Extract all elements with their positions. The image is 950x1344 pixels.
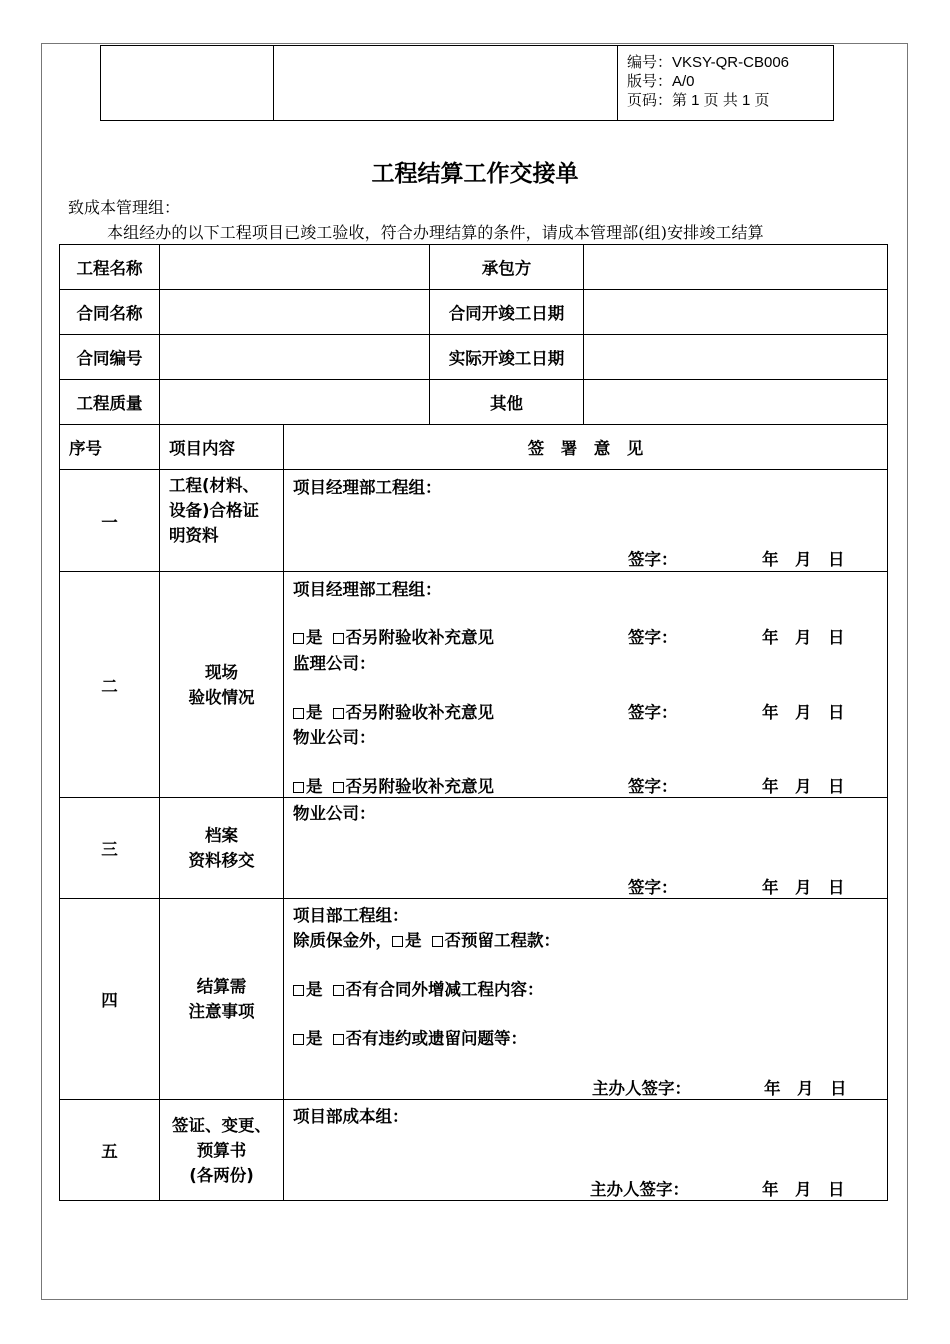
page-title: 工程结算工作交接单 bbox=[371, 160, 579, 187]
row-content bbox=[160, 1100, 284, 1201]
row-content-line: 注意事项 bbox=[188, 1002, 255, 1021]
table-row bbox=[60, 470, 888, 572]
checkbox[interactable] bbox=[293, 782, 304, 793]
checkbox[interactable] bbox=[333, 985, 344, 996]
row-seq: 四 bbox=[60, 899, 160, 1100]
sign-label: 签字： bbox=[628, 628, 678, 647]
doc-number: 编号：VKSY-QR-CB006 bbox=[627, 54, 789, 71]
quality-field[interactable] bbox=[160, 380, 430, 425]
doc-page: 页码：第 1 页 共 1 页 bbox=[627, 92, 770, 109]
party-label: 监理公司： bbox=[293, 654, 376, 673]
table-row bbox=[60, 798, 888, 899]
contract-no-field[interactable] bbox=[160, 335, 430, 380]
sign-label: 签字： bbox=[628, 550, 678, 569]
checkbox[interactable] bbox=[392, 936, 403, 947]
doc-version: 版号：A/0 bbox=[627, 73, 695, 90]
doc-meta bbox=[618, 46, 834, 121]
project-name-label: 工程名称 bbox=[60, 245, 160, 290]
sign-label: 签字： bbox=[628, 878, 678, 897]
checkbox[interactable] bbox=[333, 633, 344, 644]
col-seq-header: 序号 bbox=[60, 425, 160, 470]
party-label: 项目部成本组： bbox=[293, 1107, 409, 1126]
row-opinion[interactable] bbox=[284, 798, 888, 899]
table-row bbox=[60, 572, 888, 798]
actual-dates-label: 实际开竣工日期 bbox=[430, 335, 584, 380]
contract-no-label: 合同编号 bbox=[60, 335, 160, 380]
date-label: 年 月 日 bbox=[764, 1079, 847, 1098]
row-content-line: 资料移交 bbox=[188, 851, 255, 870]
date-label: 年 月 日 bbox=[762, 550, 845, 569]
yes-no-option[interactable]: 是 否另附验收补充意见 bbox=[293, 773, 494, 797]
header-blank-cell bbox=[274, 46, 618, 121]
other-label: 其他 bbox=[430, 380, 584, 425]
table-row bbox=[60, 1100, 888, 1201]
yes-no-option[interactable]: 是 否有合同外增减工程内容： bbox=[293, 976, 544, 1000]
yes-no-option[interactable]: 是 否另附验收补充意见 bbox=[293, 699, 494, 723]
party-label: 物业公司： bbox=[293, 804, 376, 823]
col-content-header: 项目内容 bbox=[160, 425, 284, 470]
recipient: 致成本管理组： bbox=[68, 198, 181, 217]
row-content-line: 现场 bbox=[205, 662, 238, 682]
yes-no-option[interactable]: 是 否另附验收补充意见 bbox=[293, 624, 494, 648]
checkbox[interactable] bbox=[333, 1034, 344, 1045]
row-opinion[interactable] bbox=[284, 572, 888, 798]
row-content bbox=[160, 899, 284, 1100]
document-header bbox=[100, 45, 834, 121]
checkbox[interactable] bbox=[293, 985, 304, 996]
quality-label: 工程质量 bbox=[60, 380, 160, 425]
checkbox[interactable] bbox=[333, 708, 344, 719]
table-row bbox=[60, 899, 888, 1100]
date-label: 年 月 日 bbox=[762, 1180, 845, 1199]
actual-dates-field[interactable] bbox=[584, 335, 888, 380]
organizer-sign-label: 主办人签字： bbox=[590, 1180, 689, 1199]
row-opinion[interactable] bbox=[284, 1100, 888, 1201]
row-content bbox=[160, 798, 284, 899]
date-label: 年 月 日 bbox=[762, 628, 845, 647]
row-opinion[interactable] bbox=[284, 899, 888, 1100]
row-content-line: 工程(材料、 bbox=[169, 476, 260, 495]
logo-cell bbox=[101, 46, 274, 121]
party-label: 项目经理部工程组： bbox=[293, 478, 442, 497]
row-seq: 一 bbox=[60, 470, 160, 572]
row-seq: 五 bbox=[60, 1100, 160, 1201]
checkbox[interactable] bbox=[293, 633, 304, 644]
party-label: 物业公司： bbox=[293, 728, 376, 747]
handover-table bbox=[59, 244, 888, 1201]
date-label: 年 月 日 bbox=[762, 878, 845, 897]
row-content-line: 验收情况 bbox=[188, 687, 255, 707]
row-content-line: 签证、变更、 bbox=[172, 1115, 271, 1135]
intro-text: 本组经办的以下工程项目已竣工验收，符合办理结算的条件，请成本管理部(组)安排竣工结算 bbox=[107, 223, 764, 242]
row-content-line: 结算需 bbox=[196, 977, 247, 996]
row-content bbox=[160, 572, 284, 798]
row-content-line: 设备)合格证 bbox=[169, 501, 260, 520]
row-content-line: 预算书 bbox=[196, 1140, 247, 1160]
contractor-label: 承包方 bbox=[430, 245, 584, 290]
row-content-line: 档案 bbox=[205, 826, 238, 845]
contract-dates-label: 合同开竣工日期 bbox=[430, 290, 584, 335]
row-content bbox=[160, 470, 284, 572]
yes-no-option[interactable]: 是 否有违约或遗留问题等： bbox=[293, 1025, 527, 1049]
date-label: 年 月 日 bbox=[762, 777, 845, 796]
contract-dates-field[interactable] bbox=[584, 290, 888, 335]
contractor-field[interactable] bbox=[584, 245, 888, 290]
checkbox[interactable] bbox=[333, 782, 344, 793]
party-label: 项目经理部工程组： bbox=[293, 580, 442, 599]
row-seq: 二 bbox=[60, 572, 160, 798]
checkbox[interactable] bbox=[432, 936, 443, 947]
date-label: 年 月 日 bbox=[762, 703, 845, 722]
row-content-line: 明资料 bbox=[169, 526, 219, 545]
contract-name-label: 合同名称 bbox=[60, 290, 160, 335]
project-name-field[interactable] bbox=[160, 245, 430, 290]
party-label: 项目部工程组： bbox=[293, 906, 409, 925]
row-seq: 三 bbox=[60, 798, 160, 899]
checkbox[interactable] bbox=[293, 1034, 304, 1045]
sign-label: 签字： bbox=[628, 703, 678, 722]
row-content-line: (各两份) bbox=[189, 1165, 254, 1185]
sign-label: 签字： bbox=[628, 777, 678, 796]
yes-no-option[interactable]: 除质保金外， 是 否预留工程款： bbox=[293, 931, 560, 950]
other-field[interactable] bbox=[584, 380, 888, 425]
row-opinion[interactable] bbox=[284, 470, 888, 572]
contract-name-field[interactable] bbox=[160, 290, 430, 335]
col-opinion-header: 签 署 意 见 bbox=[284, 425, 888, 470]
checkbox[interactable] bbox=[293, 708, 304, 719]
organizer-sign-label: 主办人签字： bbox=[592, 1079, 691, 1098]
